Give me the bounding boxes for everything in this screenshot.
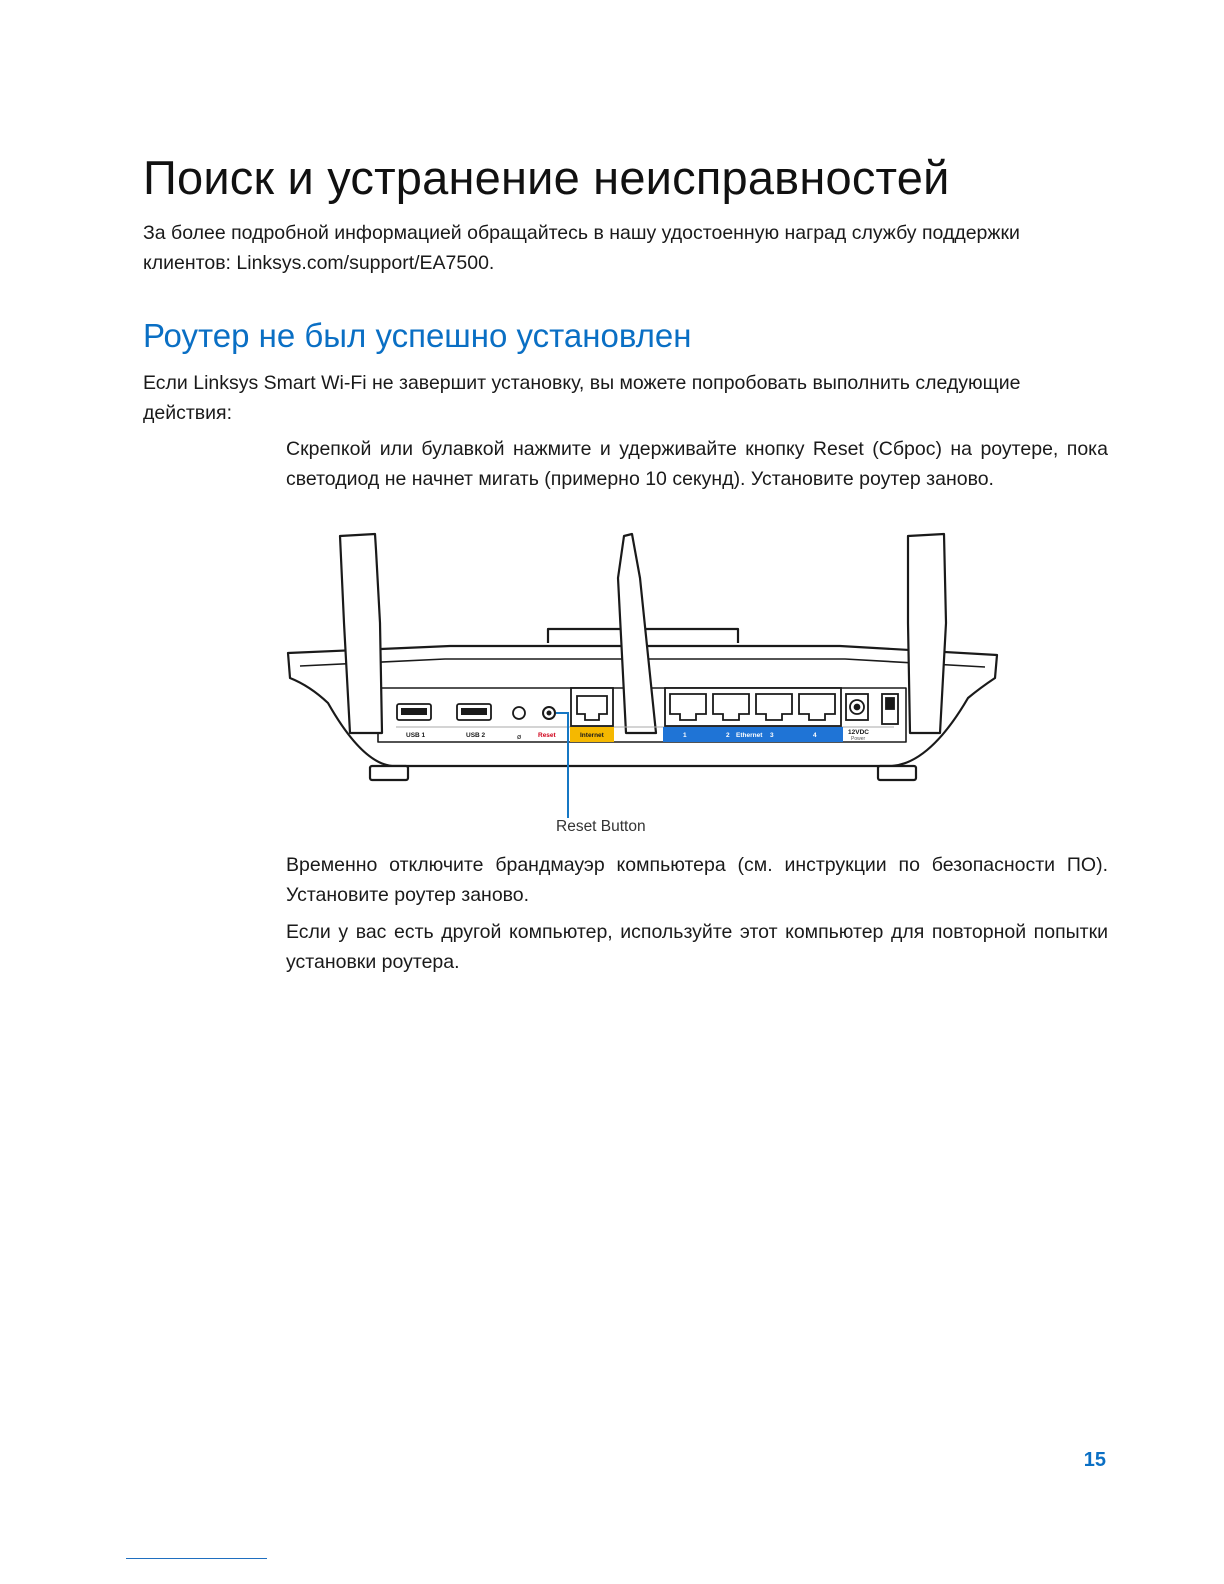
reset-label: Reset xyxy=(538,732,556,739)
step-disable-firewall: Временно отключите брандмауэр компьютера (см. инструкции по безопасности ПО). Установите роутер заново. xyxy=(286,854,1108,906)
footnote-rule xyxy=(126,1558,267,1559)
wps-icon: ø xyxy=(517,733,522,741)
step-other-computer: Если у вас есть другой компьютер, используйте этот компьютер для повторной попытки установки роутера. xyxy=(286,921,1108,973)
antenna-right-icon xyxy=(908,534,946,733)
step-reset-router: Скрепкой или булавкой нажмите и удерживайте кнопку Reset (Сброс) на роутере, пока светодиод не начнет мигать (примерно 10 секунд). Установите роутер заново. xyxy=(286,438,1108,490)
section-title: Роутер не был успешно установлен xyxy=(143,317,692,354)
internet-port-icon xyxy=(571,688,613,726)
internet-label: Internet xyxy=(580,732,604,739)
section-intro: Если Linksys Smart Wi-Fi не завершит установку, вы можете попробовать выполнить следующие действия: xyxy=(143,372,1021,424)
wps-button-icon xyxy=(513,707,525,719)
router-back-panel-figure xyxy=(280,528,1008,848)
ethernet-1-label: 1 xyxy=(683,732,687,739)
intro-paragraph: За более подробной информацией обращайтесь в нашу удостоенную наград службу поддержки клиентов: Linksys.com/support/EA7500. xyxy=(143,222,1020,274)
router-illustration xyxy=(280,528,1008,848)
ethernet-3-label: 3 xyxy=(770,732,774,739)
ethernet-label: Ethernet xyxy=(736,732,763,739)
ethernet-ports xyxy=(665,688,841,726)
power-jack-icon xyxy=(846,694,868,720)
reset-button-callout: Reset Button xyxy=(556,818,646,835)
page-number: 15 xyxy=(1083,1449,1106,1471)
page-title: Поиск и устранение неисправностей xyxy=(143,151,950,204)
usb2-label: USB 2 xyxy=(466,732,486,739)
power-label: 12VDC xyxy=(848,729,869,736)
ethernet-4-label: 4 xyxy=(813,732,817,739)
power-sub-label: Power xyxy=(851,736,866,742)
ethernet-2-label: 2 xyxy=(726,732,730,739)
power-switch-icon xyxy=(882,694,898,724)
usb1-label: USB 1 xyxy=(406,732,426,739)
